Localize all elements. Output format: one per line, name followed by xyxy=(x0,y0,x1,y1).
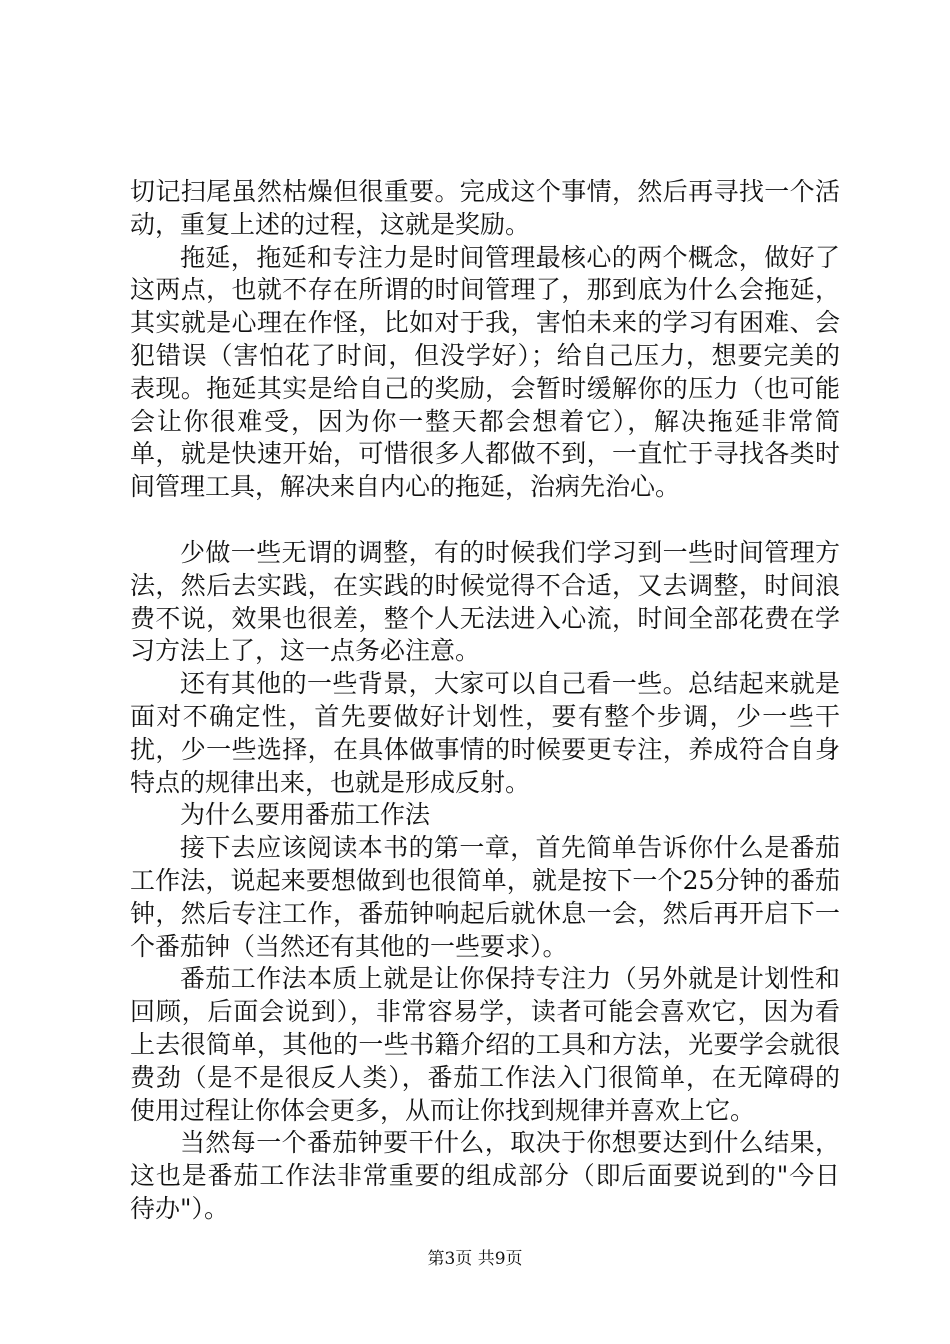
paragraph-spacer xyxy=(130,504,840,537)
document-body xyxy=(130,176,840,1226)
paragraph-background-summary: 还有其他的一些背景，大家可以自己看一些。总结起来就是面对不确定性，首先要做好计划性，要有整个步调，少一些干扰，少一些选择，在具体做事情的时候要更专注，养成符合自身特点的规律出来，也就是形成反射。 xyxy=(130,669,840,797)
page-number-footer: 第3页 共9页 xyxy=(427,1249,523,1269)
paragraph-procrastination: 拖延，拖延和专注力是时间管理最核心的两个概念，做好了这两点，也就不存在所谓的时间管理了，那到底为什么会拖延，其实就是心理在作怪，比如对于我，害怕未来的学习有困难、会犯错误（害怕花了时间，但没学好）；给自己压力，想要完美的表现。拖延其实是给自己的奖励，会暂时缓解你的压力（也可能会让你很难受，因为你一整天都会想着它），解决拖延非常简单，就是快速开始，可惜很多人都做不到，一直忙于寻找各类时间管理工具，解决来自内心的拖延，治病先治心。 xyxy=(130,242,840,502)
paragraph-chapter-one: 接下去应该阅读本书的第一章，首先简单告诉你什么是番茄工作法，说起来要想做到也很简单，就是按下一个25分钟的番茄钟，然后专注工作，番茄钟响起后就休息一会，然后再开启下一个番茄钟（当然还有其他的一些要求）。 xyxy=(130,833,840,961)
paragraph-fewer-adjustments: 少做一些无谓的调整，有的时候我们学习到一些时间管理方法，然后去实践，在实践的时候觉得不合适，又去调整，时间浪费不说，效果也很差，整个人无法进入心流，时间全部花费在学习方法上了，这一点务必注意。 xyxy=(130,537,840,666)
paragraph-todo-today: 当然每一个番茄钟要干什么，取决于你想要达到什么结果，这也是番茄工作法非常重要的组成部分（即后面要说到的"今日待办"）。 xyxy=(130,1128,840,1223)
paragraph-ending-reward: 切记扫尾虽然枯燥但很重要。完成这个事情，然后再寻找一个活动，重复上述的过程，这就是奖励。 xyxy=(130,177,840,239)
section-heading-why-pomodoro: 为什么要用番茄工作法 xyxy=(180,800,431,830)
paragraph-pomodoro-essence: 番茄工作法本质上就是让你保持专注力（另外就是计划性和回顾，后面会说到），非常容易学，读者可能会喜欢它，因为看上去很简单，其他的一些书籍介绍的工具和方法，光要学会就很费劲（是不是很反人类），番茄工作法入门很简单，在无障碍的使用过程让你体会更多，从而让你找到规律并喜欢上它。 xyxy=(130,964,840,1125)
